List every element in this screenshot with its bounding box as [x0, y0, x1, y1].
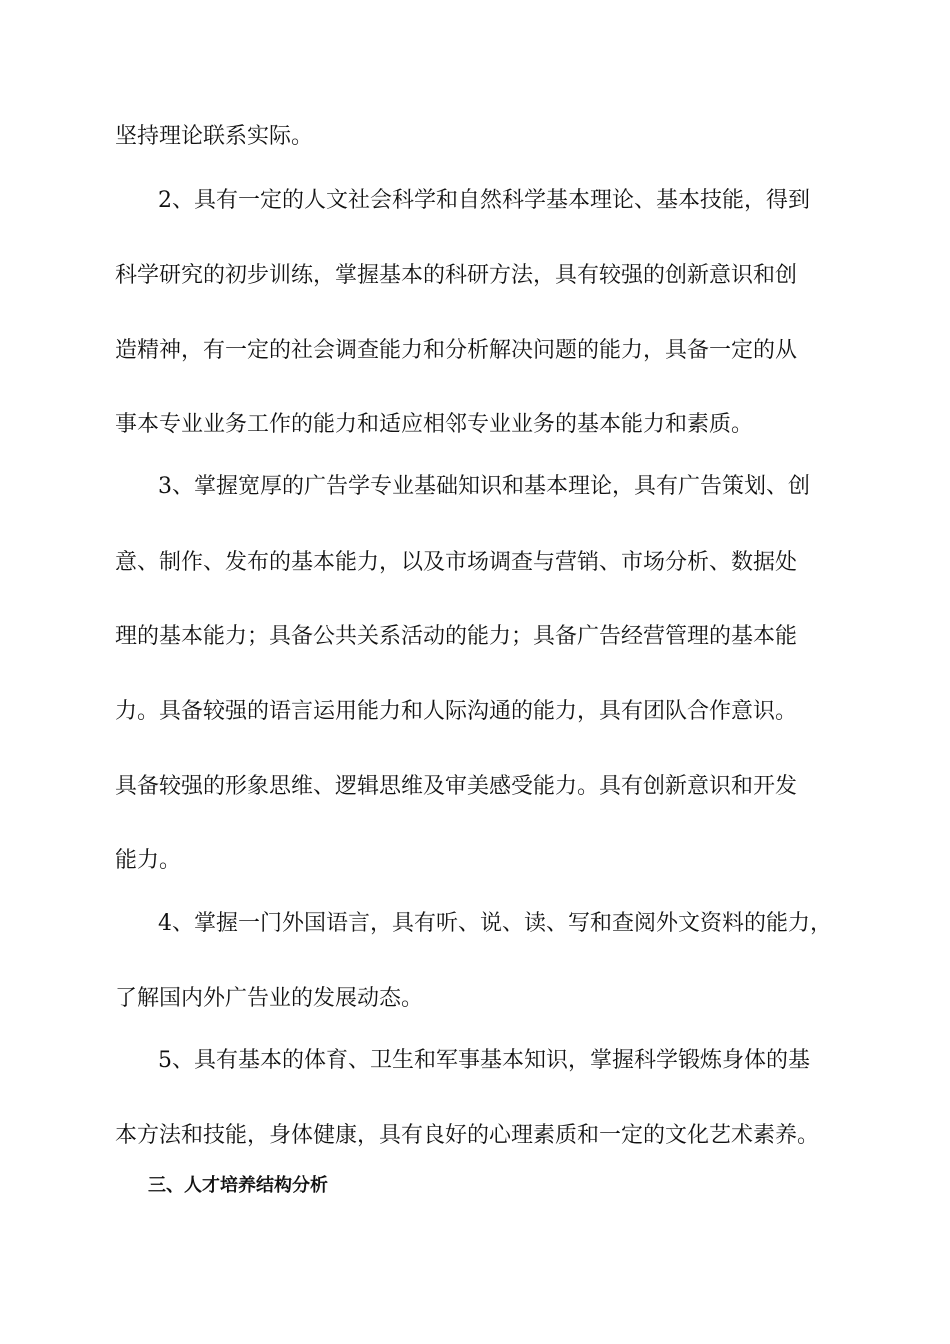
- text-line: 具备较强的形象思维、逻辑思维及审美感受能力。具有创新意识和开发: [115, 774, 798, 799]
- text-line: 本方法和技能，身体健康，具有良好的心理素质和一定的文化艺术素养。: [115, 1123, 820, 1148]
- text-line: 能力。: [115, 848, 182, 873]
- text-line: 3、掌握宽厚的广告学专业基础知识和基本理论，具有广告策划、创: [158, 474, 810, 499]
- text-line: 力。具备较强的语言运用能力和人际沟通的能力，具有团队合作意识。: [115, 699, 798, 724]
- text-line: 4、掌握一门外国语言，具有听、说、读、写和查阅外文资料的能力，: [158, 911, 832, 936]
- text-line: 意、制作、发布的基本能力，以及市场调查与营销、市场分析、数据处: [115, 550, 798, 575]
- text-line: 坚持理论联系实际。: [115, 124, 314, 149]
- text-line: 事本专业业务工作的能力和适应相邻专业业务的基本能力和素质。: [115, 412, 754, 437]
- text-line: 理的基本能力；具备公共关系活动的能力；具备广告经营管理的基本能: [115, 624, 798, 649]
- text-line: 造精神，有一定的社会调查能力和分析解决问题的能力，具备一定的从: [115, 338, 798, 363]
- section-heading: 三、人才培养结构分析: [148, 1175, 328, 1196]
- text-line: 2、具有一定的人文社会科学和自然科学基本理论、基本技能，得到: [158, 188, 810, 213]
- text-line: 5、具有基本的体育、卫生和军事基本知识，掌握科学锻炼身体的基: [158, 1048, 810, 1073]
- text-line: 了解国内外广告业的发展动态。: [115, 986, 424, 1011]
- text-line: 科学研究的初步训练，掌握基本的科研方法，具有较强的创新意识和创: [115, 263, 798, 288]
